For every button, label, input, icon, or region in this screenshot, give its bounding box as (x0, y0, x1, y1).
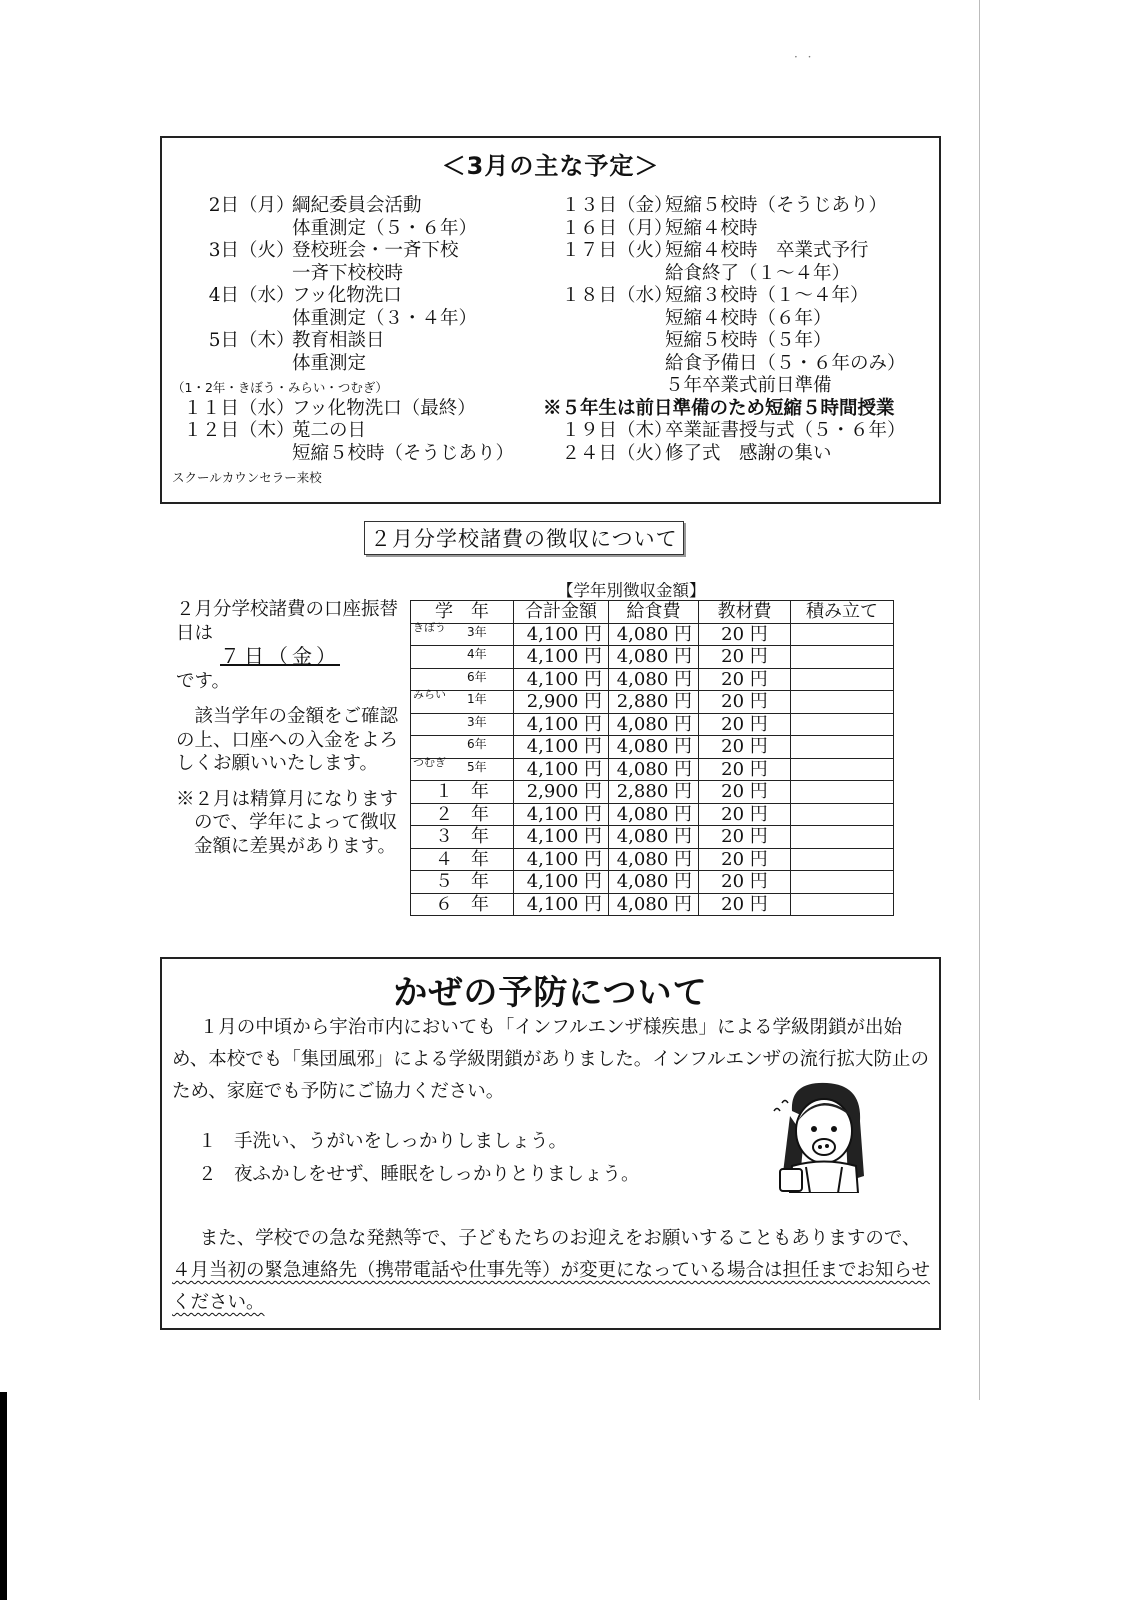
schedule-day: 5日 (208, 330, 239, 351)
schedule-weekday (239, 218, 292, 241)
schedule-day (172, 263, 239, 286)
table-row (411, 871, 894, 894)
savings-cell (791, 668, 894, 691)
total-cell: 4,100 円 (514, 893, 609, 916)
schedule-day: ２４日 (561, 442, 617, 464)
schedule-row (172, 240, 532, 263)
material-cell: 20 円 (699, 691, 791, 714)
total-cell: 4,100 円 (514, 736, 609, 759)
meal-cell: 4,080 円 (609, 736, 699, 759)
schedule-day (542, 308, 617, 331)
schedule-weekday: （水） (617, 285, 673, 306)
schedule-event: フッ化物洗口（最終） (292, 397, 476, 419)
schedule-weekday: （水） (239, 397, 295, 419)
schedule-row (172, 308, 532, 331)
fee-desu: です。 (176, 670, 231, 692)
group-name: きぼう (413, 620, 446, 634)
schedule-row (542, 398, 942, 421)
schedule-weekday (239, 443, 292, 466)
schedule-day (542, 375, 617, 398)
fee-table (410, 600, 894, 916)
col-material: 教材費 (699, 601, 791, 624)
table-row (411, 668, 894, 691)
schedule-event: 体重測定（５・６年） (292, 217, 478, 239)
grade-cell: ５ 年 (411, 871, 514, 894)
schedule-row (172, 443, 532, 466)
schedule-row (542, 308, 942, 331)
material-cell: 20 円 (699, 736, 791, 759)
meal-cell: 4,080 円 (609, 893, 699, 916)
schedule-day: １９日 (561, 420, 617, 441)
schedule-event: 給食終了（１～４年） (665, 262, 851, 284)
schedule-row (542, 420, 942, 443)
schedule-event: 短縮５校時（そうじあり） (292, 442, 515, 464)
meal-cell: 4,080 円 (609, 871, 699, 894)
schedule-row (172, 195, 532, 218)
grade-level: 1年 (467, 692, 487, 706)
gargling-girl-illustration (762, 1081, 892, 1193)
schedule-row (542, 330, 942, 353)
cold-list (198, 1125, 640, 1191)
savings-cell (791, 803, 894, 826)
schedule-row (542, 375, 942, 398)
schedule-event: 登校班会・一斉下校 (292, 240, 459, 261)
fee-description (176, 598, 406, 858)
cold-paragraph-2: また、学校での急な発熱等で、子どもたちのお迎えをお願いすることもありますので、４月当初の緊急連絡先（携帯電話や仕事先等）が変更になっている場合は担任までお知らせください。 (172, 1228, 930, 1313)
schedule-weekday: （月） (239, 195, 295, 216)
schedule-row (172, 285, 532, 308)
total-cell: 4,100 円 (514, 826, 609, 849)
schedule-event: 修了式 感謝の集い (665, 442, 832, 464)
total-cell: 4,100 円 (514, 758, 609, 781)
material-cell: 20 円 (699, 893, 791, 916)
schedule-row (542, 263, 942, 286)
savings-cell (791, 758, 894, 781)
total-cell: 4,100 円 (514, 848, 609, 871)
schedule-row (172, 398, 532, 421)
schedule-row (542, 240, 942, 263)
schedule-day (172, 308, 239, 331)
meal-cell: 2,880 円 (609, 781, 699, 804)
schedule-event: ５年卒業式前日準備 (665, 375, 832, 396)
col-meal: 給食費 (609, 601, 699, 624)
meal-cell: 4,080 円 (609, 803, 699, 826)
total-cell: 4,100 円 (514, 871, 609, 894)
schedule-day: １１日 (183, 397, 239, 419)
schedule-weekday (239, 353, 292, 376)
table-row (411, 623, 894, 646)
meal-cell: 4,080 円 (609, 826, 699, 849)
schedule-day (542, 353, 617, 376)
schedule-day: 3日 (208, 240, 239, 261)
schedule-day: １２日 (183, 420, 239, 441)
schedule-row (172, 420, 532, 443)
table-row (411, 781, 894, 804)
table-row (411, 826, 894, 849)
material-cell: 20 円 (699, 781, 791, 804)
savings-cell (791, 826, 894, 849)
table-row (411, 848, 894, 871)
savings-cell (791, 691, 894, 714)
savings-cell (791, 893, 894, 916)
schedule-event: 短縮４校時 卒業式予行 (665, 240, 869, 261)
cold-prevention-box (160, 957, 941, 1330)
total-cell: 4,100 円 (514, 668, 609, 691)
fee-section-title: ２月分学校諸費の徴収について (364, 521, 684, 555)
schedule-day (172, 218, 239, 241)
group-name: つむぎ (413, 755, 446, 769)
fee-table-title: 【学年別徴収金額】 (557, 581, 706, 600)
schedule-event: 卒業証書授与式（５・６年） (665, 420, 906, 441)
schedule-event: 給食予備日（５・６年のみ） (665, 352, 906, 374)
meal-cell: 2,880 円 (609, 691, 699, 714)
fee-note: ※２月は精算月になりますので、学年によって徴収金額に差異があります。 (176, 788, 399, 857)
schedule-row (172, 330, 532, 353)
fee-table-header-row (411, 601, 894, 624)
schedule-event: 短縮４校時 (665, 217, 758, 239)
grade-cell: １ 年 (411, 781, 514, 804)
material-cell: 20 円 (699, 646, 791, 669)
schedule-event: 莵二の日 (292, 420, 367, 441)
meal-cell: 4,080 円 (609, 848, 699, 871)
schedule-weekday: （火） (239, 240, 295, 261)
fee-table-body (411, 620, 894, 916)
schedule-event: フッ化物洗口 (292, 285, 402, 306)
schedule-weekday: （木） (239, 420, 295, 441)
savings-cell (791, 871, 894, 894)
schedule-weekday: （月） (617, 217, 673, 239)
meal-cell: 4,080 円 (609, 668, 699, 691)
material-cell: 20 円 (699, 713, 791, 736)
schedule-left-column (172, 195, 532, 488)
material-cell: 20 円 (699, 826, 791, 849)
emergency-contact-note: ４月当初の緊急連絡先（携帯電話や仕事先等）が変更になっている場合は担任までお知らせください。 (172, 1260, 930, 1313)
col-total: 合計金額 (514, 601, 609, 624)
total-cell: 4,100 円 (514, 803, 609, 826)
schedule-weekday: （火） (617, 442, 673, 464)
schedule-event: 短縮４校時（６年） (665, 307, 832, 329)
schedule-event: 短縮３校時（１～４年） (665, 285, 869, 306)
grade-cell: ４ 年 (411, 848, 514, 871)
grade-level: 3年 (467, 714, 487, 729)
savings-cell (791, 848, 894, 871)
meal-cell: 4,080 円 (609, 713, 699, 736)
meal-cell: 4,080 円 (609, 623, 699, 646)
total-cell: 2,900 円 (514, 691, 609, 714)
schedule-day: １３日 (561, 195, 617, 216)
schedule-weekday (239, 308, 292, 331)
schedule-row (172, 465, 532, 488)
group-name: みらい (413, 688, 446, 701)
schedule-event: 一斉下校校時 (292, 262, 404, 284)
total-cell: 4,100 円 (514, 623, 609, 646)
savings-cell (791, 781, 894, 804)
schedule-weekday: （木） (617, 420, 673, 441)
schedule-row (172, 218, 532, 241)
grade-level: 5年 (467, 759, 487, 774)
schedule-weekday (617, 308, 665, 331)
material-cell: 20 円 (699, 758, 791, 781)
grade-cell (411, 688, 514, 714)
grade-level: 6年 (467, 669, 487, 684)
scan-edge-mark (0, 1392, 7, 1600)
table-row (411, 713, 894, 736)
list-item: １ 手洗い、うがいをしっかりしましょう。 (198, 1131, 568, 1152)
grade-cell (411, 713, 514, 736)
cold-paragraph-1: １月の中頃から宇治市内においても「インフルエンザ様疾患」による学級閉鎖が出始め、本校でも「集団風邪」による学級閉鎖がありました。インフルエンザの流行拡大防止のため、家庭でも予防にご協力ください。 (172, 1017, 930, 1102)
schedule-row (172, 353, 532, 376)
savings-cell (791, 736, 894, 759)
schedule-event: 短縮５校時（５年） (665, 330, 832, 351)
schedule-weekday: （木） (239, 330, 295, 351)
schedule-event: スクールカウンセラー来校 (172, 470, 322, 485)
schedule-row (542, 195, 942, 218)
schedule-day: １６日 (561, 217, 617, 239)
grade-level: 6年 (467, 737, 487, 751)
table-row (411, 736, 894, 759)
march-schedule-box (160, 136, 941, 504)
schedule-day (172, 443, 239, 466)
list-item: ２ 夜ふかしをせず、睡眠をしっかりとりましょう。 (198, 1164, 640, 1185)
material-cell: 20 円 (699, 848, 791, 871)
schedule-day (172, 353, 239, 376)
schedule-event: （1・2年・きぼう・みらい・つむぎ） (172, 380, 388, 395)
schedule-row (542, 353, 942, 376)
schedule-weekday (617, 330, 665, 353)
schedule-event: ※５年生は前日準備のため短縮５時間授業 (543, 397, 895, 419)
schedule-weekday (617, 263, 665, 286)
meal-cell: 4,080 円 (609, 646, 699, 669)
savings-cell (791, 646, 894, 669)
schedule-weekday: （水） (239, 285, 295, 306)
schedule-day: １８日 (561, 285, 617, 306)
grade-cell (411, 620, 514, 646)
schedule-event: 体重測定（３・４年） (292, 307, 478, 329)
page-edge-line (979, 0, 980, 1400)
grade-level: 3年 (467, 624, 487, 639)
schedule-day: 2日 (208, 195, 239, 216)
total-cell: 4,100 円 (514, 713, 609, 736)
cold-title: かぜの予防について (393, 973, 708, 1013)
schedule-row (542, 443, 942, 466)
table-row (411, 691, 894, 714)
schedule-right-column (542, 195, 942, 465)
schedule-event: 教育相談日 (292, 330, 385, 351)
table-row (411, 893, 894, 916)
material-cell: 20 円 (699, 803, 791, 826)
schedule-row (542, 218, 942, 241)
table-row (411, 646, 894, 669)
grade-level: 4年 (467, 647, 487, 661)
material-cell: 20 円 (699, 668, 791, 691)
table-row (411, 803, 894, 826)
schedule-day (542, 263, 617, 286)
fee-confirm: 該当学年の金額をご確認の上、口座への入金をよろしくお願いいたします。 (176, 706, 399, 774)
schedule-weekday: （火） (617, 240, 673, 261)
fee-date: ７日（金） (220, 644, 340, 668)
schedule-day: 4日 (208, 285, 239, 306)
schedule-event: 短縮５校時（そうじあり） (665, 195, 888, 216)
grade-cell (411, 755, 514, 781)
grade-cell: ６ 年 (411, 893, 514, 916)
material-cell: 20 円 (699, 623, 791, 646)
material-cell: 20 円 (699, 871, 791, 894)
col-savings: 積み立て (791, 601, 894, 624)
total-cell: 2,900 円 (514, 781, 609, 804)
schedule-weekday: （金） (617, 195, 673, 216)
schedule-weekday (617, 375, 665, 398)
grade-cell: ３ 年 (411, 826, 514, 849)
scan-dots: · · (794, 50, 815, 64)
schedule-title: ＜3月の主な予定＞ (441, 152, 660, 180)
schedule-row (172, 375, 532, 398)
total-cell: 4,100 円 (514, 646, 609, 669)
fee-intro: ２月分学校諸費の口座振替日は (176, 599, 399, 644)
schedule-event: 綱紀委員会活動 (292, 195, 422, 216)
savings-cell (791, 623, 894, 646)
schedule-event: 体重測定 (292, 352, 367, 374)
savings-cell (791, 713, 894, 736)
col-grade: 学 年 (411, 601, 514, 624)
schedule-weekday (239, 263, 292, 286)
schedule-day: １７日 (561, 240, 617, 261)
schedule-row (542, 285, 942, 308)
table-row (411, 758, 894, 781)
grade-cell (411, 646, 514, 669)
meal-cell: 4,080 円 (609, 758, 699, 781)
grade-cell: ２ 年 (411, 803, 514, 826)
schedule-weekday (617, 353, 665, 376)
schedule-day (542, 330, 617, 353)
schedule-row (172, 263, 532, 286)
